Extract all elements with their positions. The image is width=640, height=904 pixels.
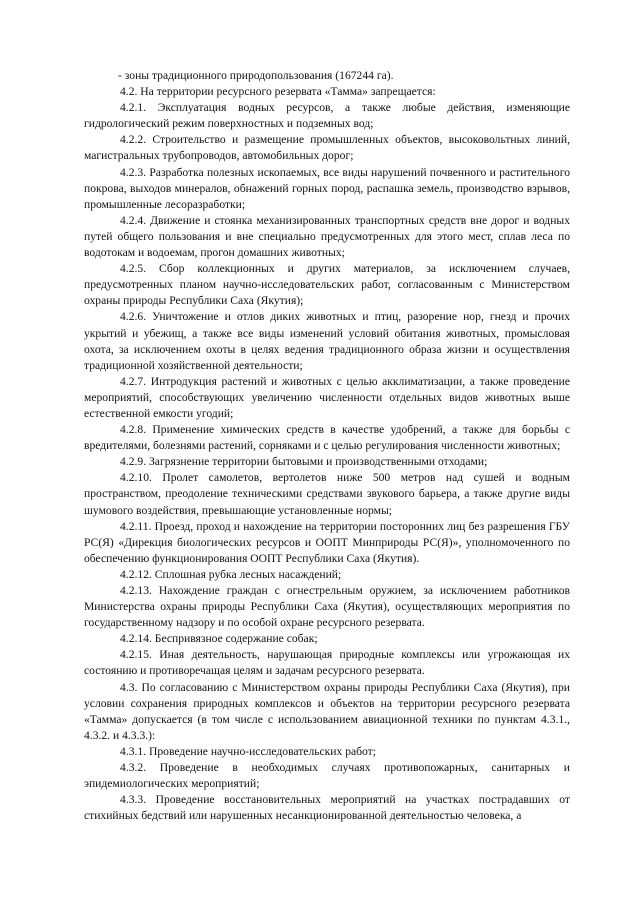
clause-4-2-9: 4.2.9. Загрязнение территории бытовыми и производственными отходами; [120, 455, 488, 469]
bullet-traditional-use-zone: - зоны традиционного природопользования (167244 га). [118, 69, 394, 82]
clause-4-2-6: 4.2.6. Уничтожение и отлов диких животных и птиц, разорение нор, гнезд и прочих укрытий и убежищ, а также все виды изменений условий обитания животных, промысловая охота, за исключением охоты в целях ведения традиционного образа жизни и осуществления традиционной хозяйственной деятельности; [84, 310, 570, 372]
clause-4-2-8: 4.2.8. Применение химических средств в качестве удобрений, а также для борьбы с вредителями, болезнями растений, сорняками и с целью регулирования численности животных; [84, 423, 570, 453]
clause-4-2-3: 4.2.3. Разработка полезных ископаемых, все виды нарушений почвенного и растительного покрова, выходов минералов, обнажений горных пород, распашка земель, производство взрывов, промышленные лесоразработки; [84, 165, 570, 211]
clause-4-2-15: 4.2.15. Иная деятельность, нарушающая природные комплексы или угрожающая их состоянию и противоречащая целям и задачам ресурсного резервата. [84, 648, 570, 678]
section-4-2-heading: 4.2. На территории ресурсного резервата «Тамма» запрещается: [120, 85, 436, 99]
clause-4-2-14: 4.2.14. Беспривязное содержание собак; [120, 632, 318, 646]
clause-4-2-2: 4.2.2. Строительство и размещение промышленных объектов, высоковольтных линий, магистральных трубопроводов, автомобильных дорог; [84, 133, 570, 163]
clause-4-2-12: 4.2.12. Сплошная рубка лесных насаждений; [120, 567, 342, 581]
clause-4-2-11: 4.2.11. Проезд, проход и нахождение на территории посторонних лиц без разрешения ГБУ РС(Я) «Дирекция биологических ресурсов и ООПТ Минприроды РС(Я)», уполномоченного по обеспечению функционирования ООПТ Республики Саха (Якутия). [84, 519, 570, 565]
section-4-3-heading: 4.3. По согласованию с Министерством охраны природы Республики Саха (Якутия), при условии сохранения природных комплексов и объектов на территории ресурсного резервата «Тамма» допускается (в том числе с использованием авиационной техники по пунктам 4.3.1., 4.3.2. и 4.3.3.): [84, 680, 570, 742]
clause-4-2-10: 4.2.10. Пролет самолетов, вертолетов ниже 500 метров над сушей и водным пространством, преодоление техническими средствами звукового барьера, а также другие виды шумового воздействия, превышающие установленные нормы; [84, 471, 570, 517]
clause-4-3-3: 4.3.3. Проведение восстановительных мероприятий на участках пострадавших от стихийных бедствий или нарушенных несанкционированной деятельностью человека, а [84, 793, 570, 823]
clause-4-2-5: 4.2.5. Сбор коллекционных и других материалов, за исключением случаев, предусмотренных планом научно-исследовательских работ, согласованным с Министерством охраны природы Республики Саха (Якутия); [84, 262, 570, 308]
clause-4-3-1: 4.3.1. Проведение научно-исследовательских работ; [120, 744, 376, 758]
clause-4-2-13: 4.2.13. Нахождение граждан с огнестрельным оружием, за исключением работников Министерства охраны природы Республики Саха (Якутия), осуществляющих мероприятия по государственному надзору и по особой охране ресурсного резервата. [84, 584, 570, 630]
document-page [84, 68, 570, 824]
clause-4-2-1: 4.2.1. Эксплуатация водных ресурсов, а также любые действия, изменяющие гидрологический режим поверхностных и подземных вод; [84, 101, 570, 131]
clause-4-2-7: 4.2.7. Интродукция растений и животных с целью акклиматизации, а также проведение мероприятий, способствующих увеличению численности отдельных видов животных выше естественной емкости угодий; [84, 374, 570, 420]
clause-4-2-4: 4.2.4. Движение и стоянка механизированных транспортных средств вне дорог и водных путей общего пользования и вне специально предусмотренных для этого мест, сплав леса по водотокам и водоемам, прогон домашних животных; [84, 213, 570, 260]
clause-4-3-2: 4.3.2. Проведение в необходимых случаях противопожарных, санитарных и эпидемиологических мероприятий; [84, 761, 570, 791]
